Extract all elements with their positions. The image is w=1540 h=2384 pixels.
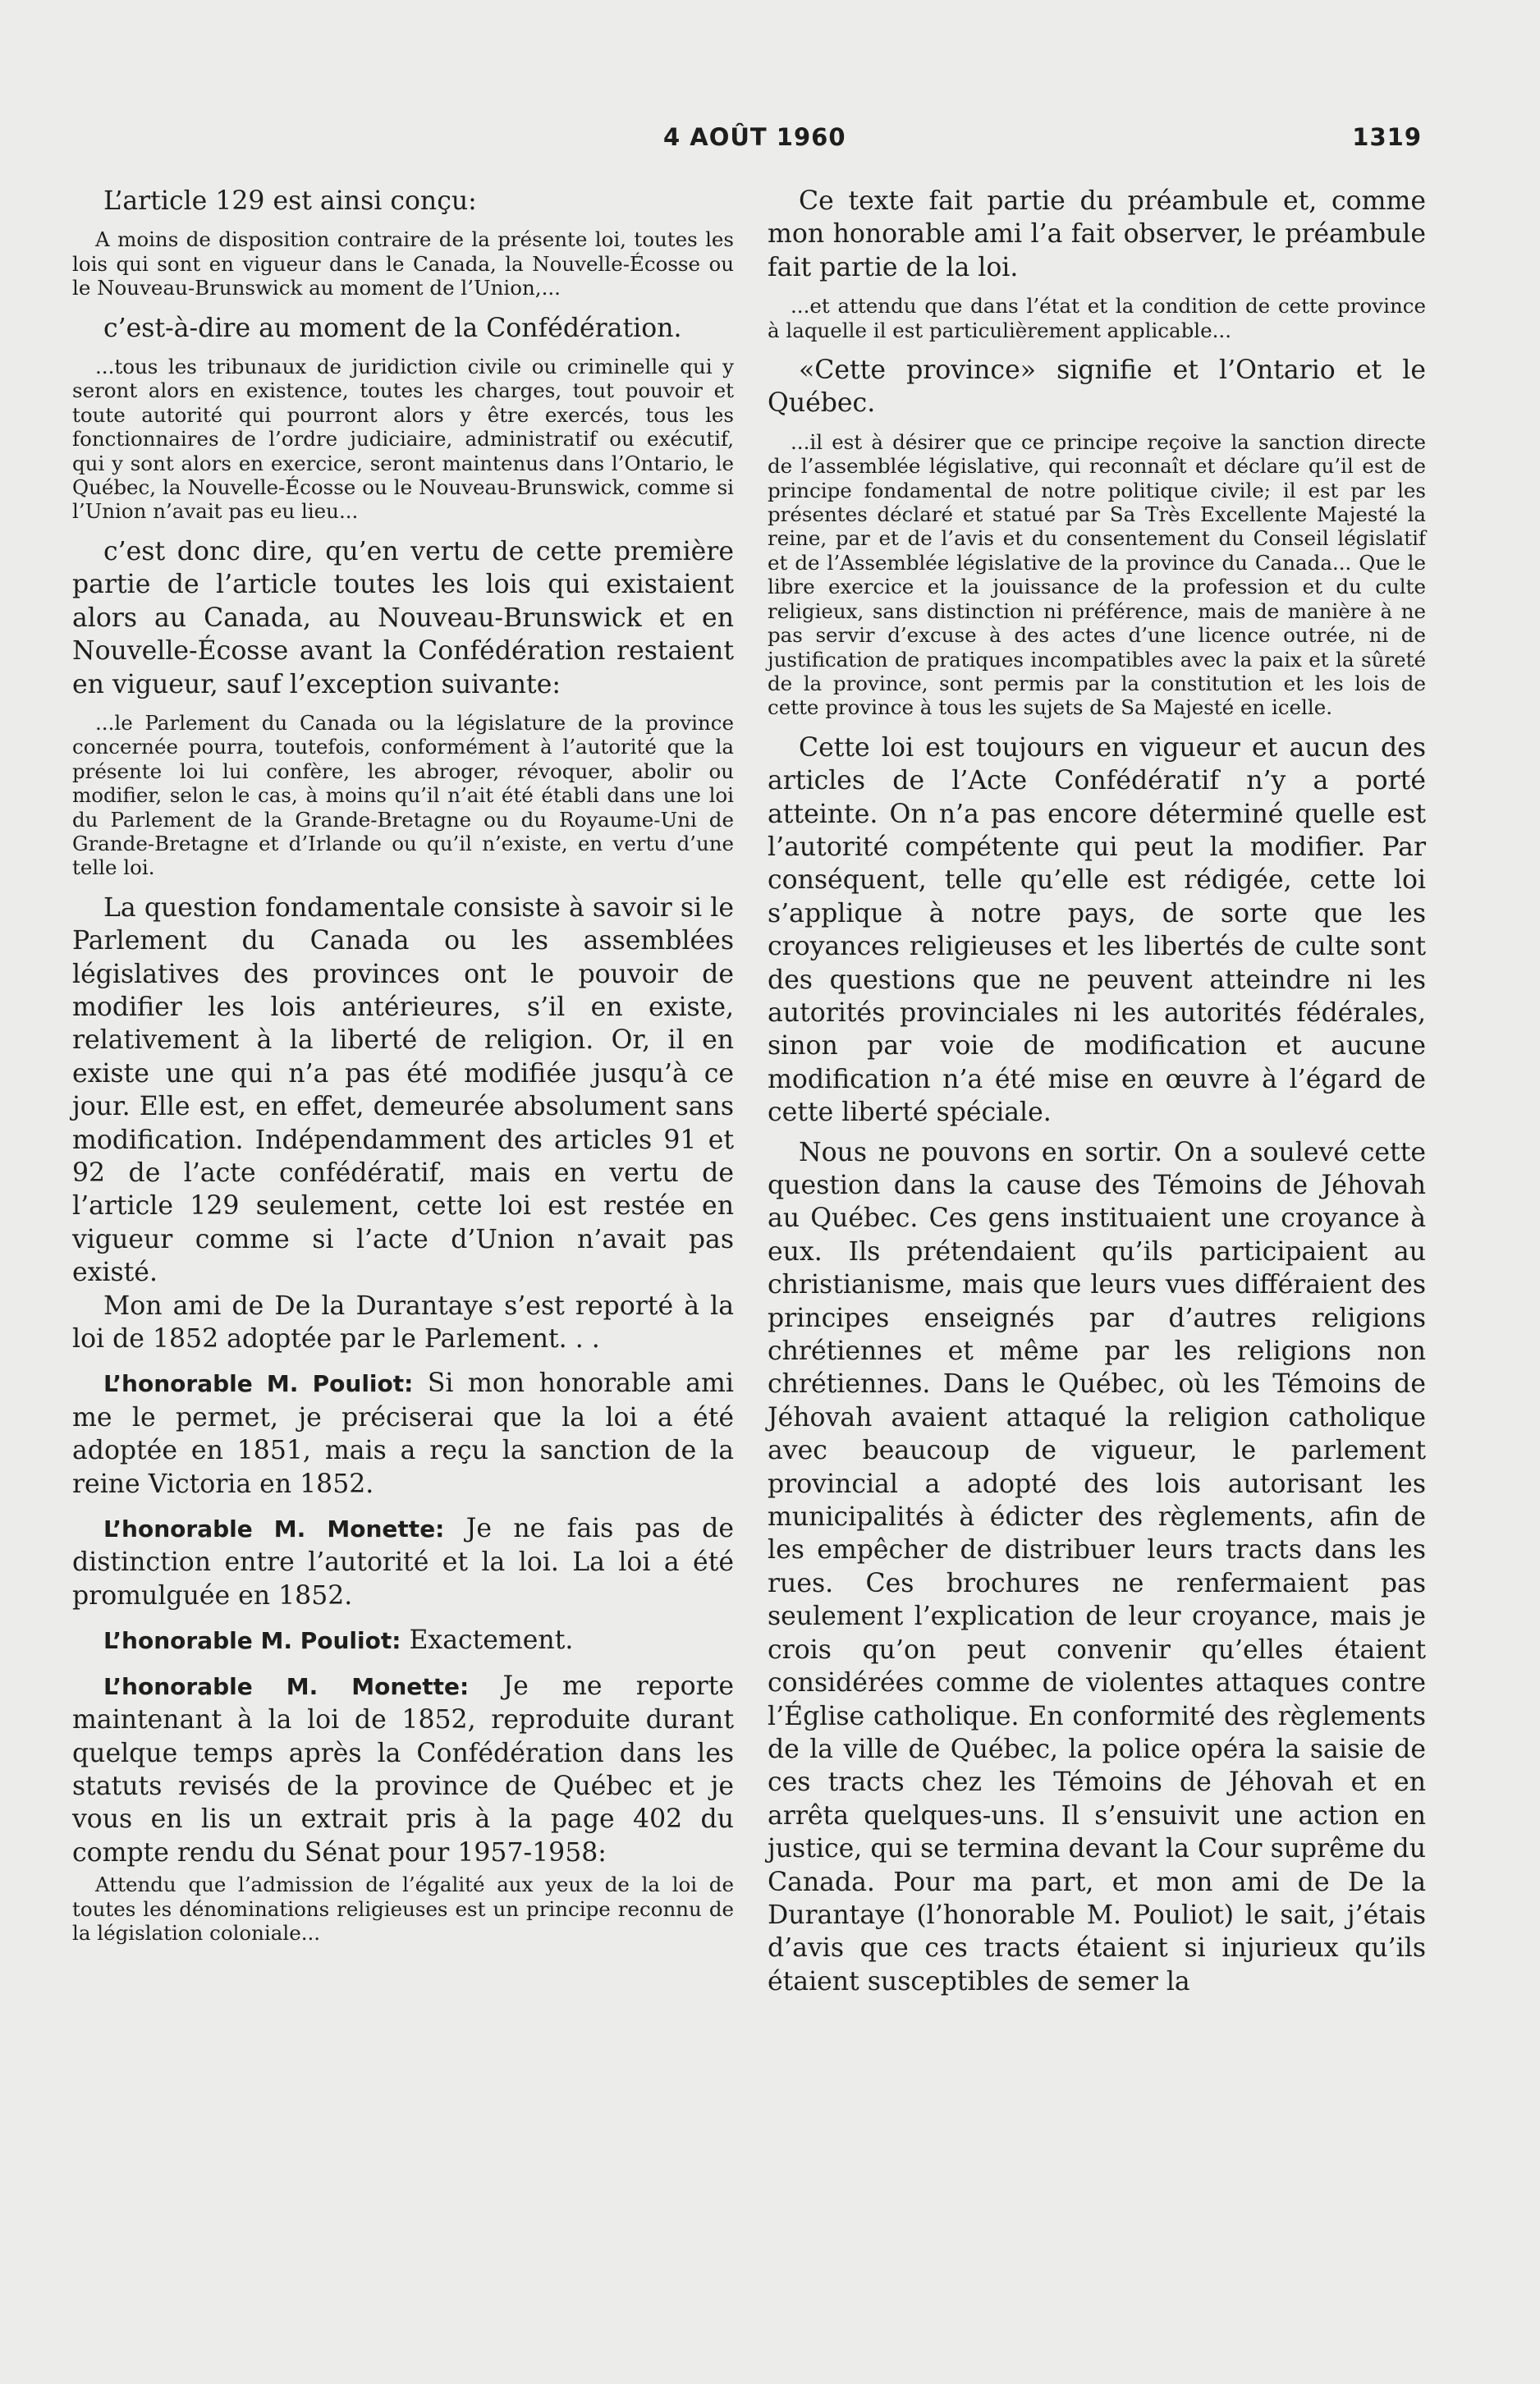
paragraph: Ce texte fait partie du préambule et, comme mon honorable ami l’a fait observer, le préambule fait partie de la loi. [768, 186, 1426, 282]
speaker-name: L’honorable M. Pouliot: [103, 1370, 414, 1398]
paragraph: Mon ami de De la Durantaye s’est reporté à la loi de 1852 adoptée par le Parlement. . . [72, 1291, 734, 1355]
block-quote: ...et attendu que dans l’état et la condition de cette province à laquelle il est particulièrement applicable... [768, 294, 1426, 342]
left-column [72, 185, 734, 1956]
paragraph: c’est-à-dire au moment de la Confédération. [103, 313, 682, 343]
speaker-text: Je ne fais pas de distinction entre l’autorité et la loi. La loi a été promulguée en 1852. [72, 1514, 734, 1611]
paragraph: c’est donc dire, qu’en vertu de cette première partie de l’article toutes les lois qui existaient alors au Canada, au Nouveau-Brunswick et en Nouvelle-Écosse avant la Confédération restaient en vigueur, sauf l’exception suivante: [72, 536, 734, 699]
block-quote: Attendu que l’admission de l’égalité aux yeux de la loi de toutes les dénominations religieuses est un principe reconnu de la législation coloniale... [72, 1873, 734, 1945]
speaker-name: L’honorable M. Pouliot: [103, 1627, 401, 1655]
paragraph: «Cette province» signifie et l’Ontario et le Québec. [768, 355, 1426, 419]
speaker-name: L’honorable M. Monette: [103, 1515, 445, 1543]
paragraph: La question fondamentale consiste à savoir si le Parlement du Canada ou les assemblées législatives des provinces ont le pouvoir de modifier les lois antérieures, s’il en existe, relativement à la liberté de religion. Or, il en existe une qui n’a pas été modifiée jusqu’à ce jour. Elle est, en effet, demeurée absolument sans modification. Indépendamment des articles 91 et 92 de l’acte confédératif, mais en vertu de l’article 129 seulement, cette loi est restée en vigueur comme si l’acte d’Union n’avait pas existé. [72, 892, 734, 1288]
speaker-paragraph [72, 1624, 734, 1657]
block-quote: ...le Parlement du Canada ou la législature de la province concernée pourra, toutefois, conformément à l’autorité que la présente loi lui confère, les abroger, révoquer, abolir ou modifier, selon le cas, à moins qu’il n’ait été établi dans une loi du Parlement de la Grande-Bretagne ou du Royaume-Uni de Grande-Bretagne et d’Irlande ou qu’il n’existe, en vertu d’une telle loi. [72, 710, 734, 880]
speaker-text: Je me reporte maintenant à la loi de 1852, reproduite durant quelque temps après la Confédération dans les statuts revisés de la province de Québec et je vous en lis un extrait pris à la page 402 du compte rendu du Sénat pour 1957-1958: [72, 1671, 734, 1868]
speaker-paragraph [72, 1512, 734, 1612]
block-quote: ...tous les tribunaux de juridiction civile ou criminelle qui y seront alors en existence, toutes les charges, tout pouvoir et toute autorité qui pourront alors y être exercés, tous les fonctionnaires de l’ordre judiciaire, administratif ou exécutif, qui y sont alors en exercice, seront maintenus dans l’Ontario, le Québec, la Nouvelle-Écosse ou le Nouveau-Brunswick, comme si l’Union n’avait pas eu lieu... [72, 355, 734, 524]
paragraph: Nous ne pouvons en sortir. On a soulevé cette question dans la cause des Témoins de Jéhovah au Québec. Ces gens instituaient une croyance à eux. Ils prétendaient qu’ils participaient au christianisme, mais que leurs vues différaient des principes enseignés par d’autres religions chrétiennes et même par les religions non chrétiennes. Dans le Québec, où les Témoins de Jéhovah avaient attaqué la religion catholique avec beaucoup de vigueur, le parlement provincial a adopté des lois autorisant les municipalités à édicter des règlements, afin de les empêcher de distribuer leurs tracts dans les rues. Ces brochures ne renfermaient pas seulement l’explication de leur croyance, mais je crois qu’on peut convenir qu’elles étaient considérées comme de violentes attaques contre l’Église catholique. En conformité des règlements de la ville de Québec, la police opéra la saisie de ces tracts chez les Témoins de Jéhovah et en arrêta quelques-uns. Il s’ensuivit une action en justice, qui se termina devant la Cour suprême du Canada. Pour ma part, et mon ami de De la Durantaye (l’honorable M. Pouliot) le sait, j’étais d’avis que ces tracts étaient si injurieux qu’ils étaient susceptibles de semer la [768, 1137, 1426, 1997]
speaker-text: Exactement. [409, 1625, 574, 1656]
block-quote: ...il est à désirer que ce principe reçoive la sanction directe de l’assemblée législative, qui reconnaît et déclare qu’il est de principe fondamental de notre politique civile; il est par les présentes déclaré et statué par Sa Très Excellente Majesté la reine, par et de l’avis et du consentement du Conseil législatif et de l’Assemblée législative de la province du Canada... Que le libre exercice et la jouissance de la profession et du culte religieux, sans distinction ni préférence, mais de manière à ne pas servir d’excuse à des actes d’une licence outrée, ni de justification de pratiques incompatibles avec la paix et la sûreté de la province, sont permis par la constitution et les lois de cette province à tous les sujets de Sa Majesté en icelle. [768, 429, 1426, 720]
speaker-paragraph [72, 1670, 734, 1869]
page-number: 1319 [1352, 123, 1422, 151]
paragraph: L’article 129 est ainsi conçu: [103, 186, 477, 216]
speaker-text: Si mon honorable ami me le permet, je préciserai que la loi a été adoptée en 1851, mais a reçu la sanction de la reine Victoria en 1852. [72, 1369, 735, 1499]
running-header [0, 123, 1540, 164]
speaker-name: L’honorable M. Monette: [103, 1672, 470, 1700]
block-quote: A moins de disposition contraire de la présente loi, toutes les lois qui sont en vigueur dans le Canada, la Nouvelle-Écosse ou le Nouveau-Brunswick au moment de l’Union,... [72, 227, 734, 300]
paragraph: Cette loi est toujours en vigueur et aucun des articles de l’Acte Confédératif n’y a porté atteinte. On n’a pas encore déterminé quelle est l’autorité compétente qui peut la modifier. Par conséquent, telle qu’elle est rédigée, cette loi s’applique à notre pays, de sorte que les croyances religieuses et les libertés de culte sont des questions que ne peuvent atteindre ni les autorités provinciales ni les autorités fédérales, sinon par voie de modification et aucune modification n’a été mise en œuvre à l’égard de cette liberté spéciale. [768, 732, 1426, 1128]
right-column [768, 185, 1426, 1998]
header-date: 4 AOÛT 1960 [663, 123, 846, 151]
speaker-paragraph [72, 1367, 734, 1501]
